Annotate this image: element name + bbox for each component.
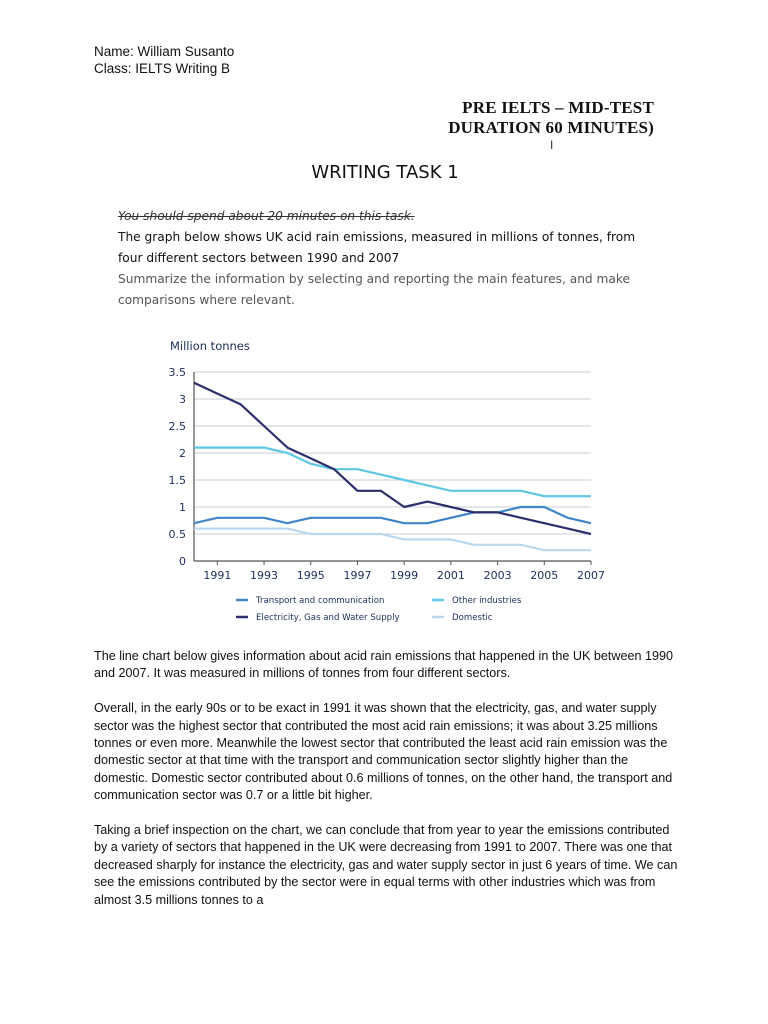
x-ticks	[203, 561, 605, 582]
x-tick-label: 2001	[436, 569, 465, 582]
essay-paragraph-1: The line chart below gives information about acid rain emissions that happened in the UK between 1990 and 2007. It was measured in millions of tonnes from four different sectors.	[94, 649, 673, 681]
x-tick-label: 1991	[203, 569, 232, 582]
y-tick-label: 0.5	[168, 528, 186, 541]
essay-body	[94, 648, 679, 926]
instruction-main: The graph below shows UK acid rain emissions, measured in millions of tonnes, from four different sectors between 1990 and 2007	[118, 230, 636, 265]
essay-paragraph-2: Overall, in the early 90s or to be exact in 1991 it was shown that the electricity, gas, and water supply sector was the highest sector that contributed the most acid rain emissions; it was about 3.25 millions tonnes or even more. Meanwhile the lowest sector that contributed the least acid rain emission was the domestic sector at that time with the transport and communication sector slightly higher than the domestic. Domestic sector contributed about 0.6 millions of tonnes, on the other hand, the transport and communication sector was 0.7 or a little bit higher.	[94, 701, 673, 803]
legend-label: Other industries	[452, 596, 522, 606]
y-tick-label: 1.5	[168, 474, 186, 487]
series-line-2	[194, 383, 591, 534]
test-heading-line2: DURATION 60 MINUTES)	[448, 118, 654, 137]
series-line-3	[194, 529, 591, 551]
x-tick-label: 1995	[296, 569, 325, 582]
y-tick-label: 3	[179, 393, 186, 406]
legend-label: Transport and communication	[256, 596, 385, 606]
x-tick-label: 2003	[483, 569, 512, 582]
instruction-sub: Summarize the information by selecting and reporting the main features, and make comparisons where relevant.	[118, 272, 630, 307]
y-ticks	[169, 366, 187, 568]
task-scan-image	[94, 88, 676, 640]
student-info	[94, 43, 234, 77]
legend-label: Domestic	[452, 613, 493, 623]
line-chart	[94, 328, 676, 640]
chart-svg	[94, 328, 676, 640]
task-title: WRITING TASK 1	[311, 162, 459, 183]
series-line-1	[194, 448, 591, 497]
chart-legend	[236, 596, 522, 623]
y-tick-label: 1	[179, 501, 186, 514]
chart-lines	[194, 383, 591, 550]
x-tick-label: 1997	[343, 569, 372, 582]
x-tick-label: 1999	[390, 569, 419, 582]
test-heading	[448, 98, 654, 138]
task-instructions	[118, 206, 658, 311]
instruction-struck: You should spend about 20 minutes on this task.	[118, 209, 415, 223]
chart-grid	[194, 372, 591, 561]
legend-label: Electricity, Gas and Water Supply	[256, 613, 400, 623]
y-tick-label: 3.5	[168, 366, 186, 379]
x-tick-label: 2005	[530, 569, 559, 582]
y-tick-label: 2	[179, 447, 186, 460]
y-axis-label: Million tonnes	[170, 339, 250, 353]
x-tick-label: 2007	[577, 569, 605, 582]
essay-paragraph-3: Taking a brief inspection on the chart, we can conclude that from year to year the emissions contributed by a variety of sectors that happened in the UK were decreasing from 1991 to 2007. There was one that decreased sharply for instance the electricity, gas and water supply sector in just 6 years of time. We can see the emissions contributed by the sector were in equal terms with other industries which was from almost 3.5 millions tonnes to a	[94, 823, 678, 907]
x-tick-label: 1993	[250, 569, 279, 582]
y-tick-label: 2.5	[168, 420, 186, 433]
student-class: Class: IELTS Writing B	[94, 61, 231, 76]
text-cursor-icon: I	[550, 138, 554, 152]
y-tick-label: 0	[179, 555, 186, 568]
test-heading-line1: PRE IELTS – MID-TEST	[462, 98, 654, 117]
student-name: Name: William Susanto	[94, 44, 235, 59]
